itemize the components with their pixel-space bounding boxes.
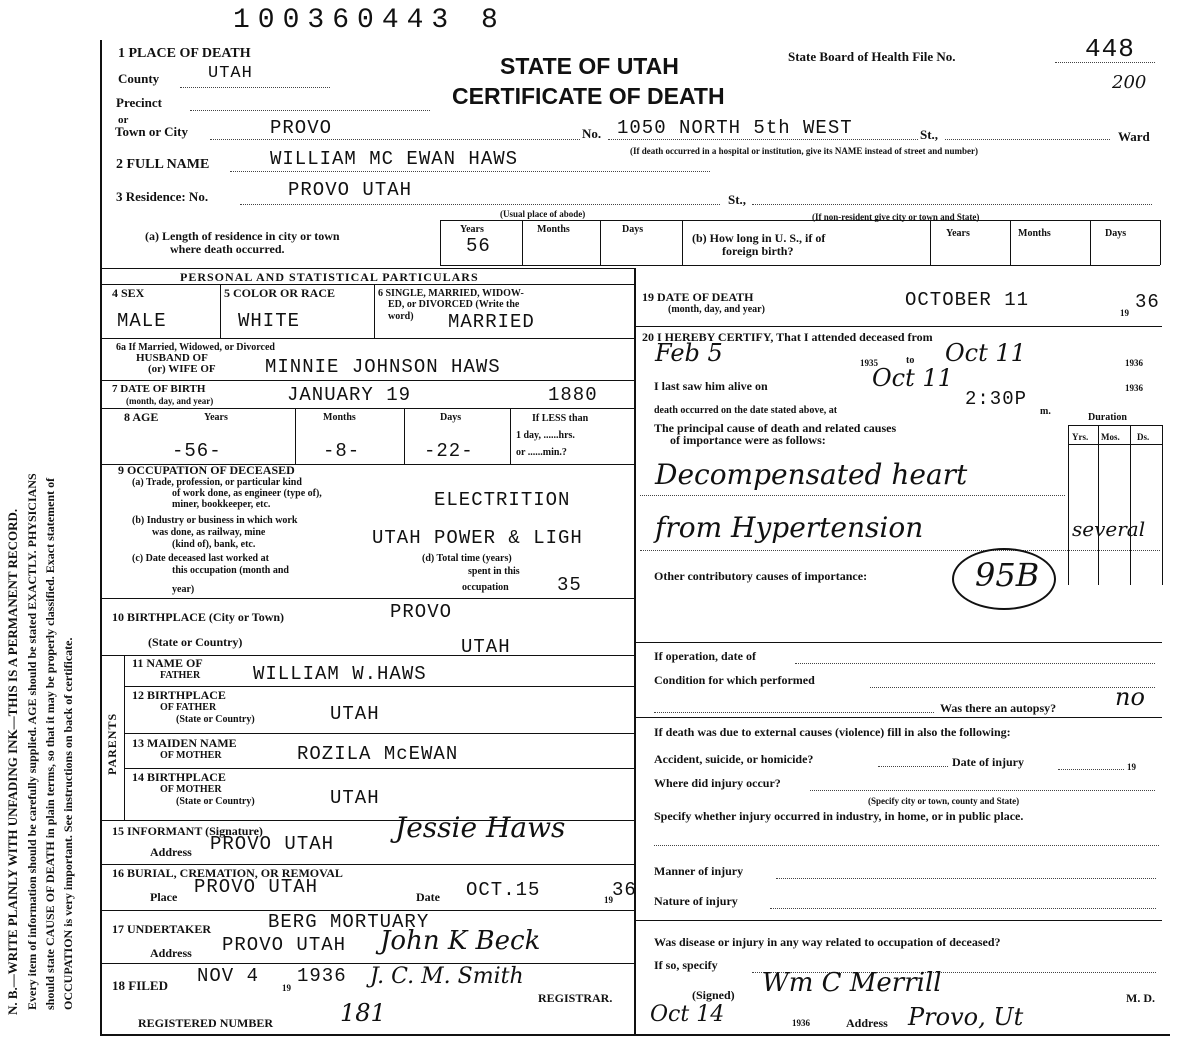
condition-label: Condition for which performed [654,673,815,687]
dod-label-1: 19 DATE OF DEATH [642,290,754,304]
dob-label-1: 7 DATE OF BIRTH [112,383,206,395]
father-value: WILLIAM W.HAWS [253,663,427,685]
serial-number: 100360443 8 [233,5,506,36]
us-label-1: (b) How long in U. S., if of [692,231,826,245]
mother-value: ROZILA McEWAN [297,743,459,765]
informant-address: PROVO UTAH [210,833,335,855]
length-label-2: where death occurred. [170,242,285,256]
burial-date: OCT.15 [466,879,541,901]
sidebar-line-1: N. B.—WRITE PLAINLY WITH UNFADING INK—THIS IS A PERMANENT RECORD. [5,508,20,1015]
length-label-1: (a) Length of residence in city or town [145,229,340,243]
dob-month-day: JANUARY 19 [287,384,412,406]
place-of-death-label: 1 PLACE OF DEATH [118,46,251,61]
birthplace-state: UTAH [461,636,511,658]
nonresident-label: (If non-resident give city or town and State) [812,212,980,222]
residence-label: 3 Residence: No. [116,189,209,204]
marital-value: MARRIED [448,311,535,333]
occ-years-value: 35 [557,574,582,596]
mother-bp-2: OF MOTHER [160,784,222,795]
dob-label-2: (month, day, and year) [126,396,214,406]
industry-value: UTAH POWER & LIGH [372,527,583,549]
occurred-label: death occurred on the date stated above, at [654,405,838,416]
related-label: Was disease or injury in any way related to occupation of deceased? [654,935,1001,949]
reg-number-label: REGISTERED NUMBER [138,1016,274,1030]
street-value: 1050 NORTH 5th WEST [617,117,853,139]
where-label: Where did injury occur? [654,776,781,790]
mother-bp-3: (State or Country) [176,796,255,807]
res-months-label: Months [537,224,570,235]
sex-value: MALE [117,310,167,332]
ds-label: Ds. [1137,432,1150,442]
dob-year: 1880 [548,384,598,406]
occ-a-3: miner, bookkeeper, etc. [172,499,271,510]
birthplace-city: PROVO [390,601,453,623]
occ-b-3: (kind of), bank, etc. [172,539,256,550]
industry-injury-label: Specify whether injury occurred in industry, in home, or in public place. [654,809,1024,823]
informant-address-label: Address [150,845,192,859]
burial-place: PROVO UTAH [194,876,319,898]
last-saw: Oct 11 [872,364,953,392]
spouse-label-2: HUSBAND OF [136,352,208,364]
physician-address: Provo, Ut [908,1003,1024,1031]
autopsy-label: Was there an autopsy? [940,701,1057,715]
res-years-label: Years [460,224,484,235]
sex-label: 4 SEX [112,286,145,300]
frame-bottom [100,1034,1170,1036]
occ-c-1: (c) Date deceased last worked at [132,553,269,564]
mos-label: Mos. [1101,432,1120,442]
frame-left [100,40,102,1035]
age-years-value: -56- [172,440,222,462]
hospital-note: (If death occurred in a hospital or institution, give its NAME instead of street and number) [630,146,979,156]
occ-c-2: this occupation (month and [172,565,289,576]
spouse-label-3: (or) WIFE OF [148,363,216,375]
autopsy-value: no [1115,683,1145,711]
dod-year: 36 [1135,291,1160,313]
file-no-label: State Board of Health File No. [788,49,956,64]
sign-year: 1936 [792,1018,810,1028]
undertaker-address: PROVO UTAH [222,934,347,956]
or-label: or [118,114,129,126]
nature-label: Nature of injury [654,894,738,908]
informant-label: 15 INFORMANT (Signature) [112,824,263,838]
certify-label: 20 I HEREBY CERTIFY, That I attended deceased from [642,330,933,344]
occ-a-1: (a) Trade, profession, or particular kind [132,477,302,488]
sign-date: Oct 14 [650,1002,725,1027]
age-months-value: -8- [323,440,361,462]
mother-label-2: OF MOTHER [160,750,222,761]
spouse-value: MINNIE JOHNSON HAWS [265,356,501,378]
father-label-1: 11 NAME OF [132,656,203,670]
us-months-label: Months [1018,228,1051,239]
principal-2: of importance were as follows: [670,433,826,447]
m-label: m. [1040,406,1051,417]
file-no: 448 [1085,34,1135,64]
usual-abode-label: (Usual place of abode) [500,209,586,219]
time-value: 2:30P [965,388,1028,410]
occ-label: 9 OCCUPATION OF DECEASED [118,463,295,477]
md-label: M. D. [1126,991,1155,1005]
occ-d-3: occupation [462,582,509,593]
spouse-label-1: 6a If Married, Widowed, or Divorced [116,342,275,353]
filed-year: 1936 [297,965,347,987]
external-label: If death was due to external causes (violence) fill in also the following: [654,725,1011,739]
last-saw-year: 1936 [1125,383,1143,393]
principal-1: The principal cause of death and related causes [654,421,897,435]
attend-to: Oct 11 [945,339,1026,367]
occ-d-1: (d) Total time (years) [422,553,512,564]
dod-value: OCTOBER 11 [905,289,1030,311]
us-label-2: foreign birth? [722,244,794,258]
residence-value: PROVO UTAH [288,179,413,201]
sidebar-line-4: OCCUPATION is very important. See instructions on back of certificate. [61,637,75,1010]
birthplace-state-label: (State or Country) [148,635,243,649]
county-value: UTAH [208,64,253,83]
mother-label-1: 13 MAIDEN NAME [132,736,237,750]
registrar-label: REGISTRAR. [538,991,613,1005]
state-title: STATE OF UTAH [500,53,679,79]
occ-c-3: year) [172,584,195,595]
cause-1: Decompensated heart [655,458,968,491]
age-months-label: Months [323,412,356,423]
informant-signature: Jessie Haws [395,811,566,844]
yrs-label: Yrs. [1072,432,1089,442]
res-days-label: Days [622,224,644,235]
undertaker-address-label: Address [150,946,192,960]
age-days-label: Days [440,412,462,423]
burial-year-prefix: 19 [604,895,613,905]
marital-label-1: 6 SINGLE, MARRIED, WIDOW- [378,288,524,299]
filed-label: 18 FILED [112,978,168,993]
physician-address-label: Address [846,1016,888,1030]
less-label-2: 1 day, ......hrs. [516,430,575,441]
town-value: PROVO [270,117,333,139]
injury-year-prefix: 19 [1127,762,1136,772]
father-bp-1: 12 BIRTHPLACE [132,688,226,702]
personal-section-title: PERSONAL AND STATISTICAL PARTICULARS [180,270,479,284]
undertaker-label: 17 UNDERTAKER [112,922,212,936]
less-label-1: If LESS than [532,413,589,424]
undertaker-value: BERG MORTUARY [268,911,430,933]
burial-place-label: Place [150,890,178,904]
registrar-signature: J. C. M. Smith [370,964,524,989]
contrib-label: Other contributory causes of importance: [654,569,868,583]
attend-to-year: 1936 [1125,358,1143,368]
marital-label-2: ED, or DIVORCED (Write the [388,299,520,310]
burial-date-label: Date [416,890,440,904]
occ-b-2: was done, as railway, mine [152,527,266,538]
precinct-label: Precinct [116,95,162,110]
specify-city-label: (Specify city or town, county and State) [868,796,1020,806]
age-label: 8 AGE [124,410,159,424]
occ-b-1: (b) Industry or business in which work [132,515,298,526]
parents-label: PARENTS [105,712,119,775]
birthplace-label: 10 BIRTHPLACE (City or Town) [112,610,285,624]
father-bp-2: OF FATHER [160,702,217,713]
cert-title: CERTIFICATE OF DEATH [452,83,725,109]
attend-from: Feb 5 [655,339,723,367]
burial-label: 16 BURIAL, CREMATION, OR REMOVAL [112,866,343,880]
injury-date-label: Date of injury [952,755,1024,769]
if-so-label: If so, specify [654,958,718,972]
file-no-sub: 200 [1112,72,1147,93]
father-label-2: FATHER [160,670,201,681]
manner-label: Manner of injury [654,864,744,878]
operation-label: If operation, date of [654,649,756,663]
filed-year-prefix: 19 [282,983,291,993]
county-label: County [118,71,160,86]
us-years-label: Years [946,228,970,239]
full-name-label: 2 FULL NAME [116,157,210,172]
less-label-3: or ......min.? [516,447,567,458]
burial-year: 36 [612,879,637,901]
res-years-value: 56 [466,235,491,257]
to-label: to [906,355,915,366]
occ-a-2: of work done, as engineer (type of), [172,488,322,499]
code-value: 95B [975,556,1040,594]
age-days-value: -22- [424,440,474,462]
last-saw-label: I last saw him alive on [654,379,768,393]
ward-label: Ward [1118,129,1150,144]
physician-signature: Wm C Merrill [762,968,942,998]
dod-year-prefix: 19 [1120,308,1129,318]
sidebar-line-2: Every item of information should be carefully supplied. AGE should be stated EXACTLY. PHYSICIANS [25,473,39,1010]
street-st-label: St., [920,127,939,142]
cause-2: from Hypertension [655,511,924,544]
duration-label: Duration [1088,412,1127,423]
undertaker-signature: John K Beck [380,926,541,956]
filed-date: NOV 4 [197,965,260,987]
duration-value: several [1072,517,1146,541]
no-label: No. [582,126,602,141]
dod-label-2: (month, day, and year) [668,304,765,315]
reg-number: 181 [340,999,386,1027]
color-value: WHITE [238,310,301,332]
mother-bp-1: 14 BIRTHPLACE [132,770,226,784]
occ-d-2: spent in this [468,566,520,577]
occupation-value: ELECTRITION [434,489,571,511]
us-days-label: Days [1105,228,1127,239]
attend-from-year: 1935 [860,358,878,368]
signed-label: (Signed) [692,988,735,1002]
color-label: 5 COLOR OR RACE [224,286,336,300]
father-bp-3: (State or Country) [176,714,255,725]
father-birthplace: UTAH [330,703,380,725]
marital-label-3: word) [388,311,414,322]
full-name-value: WILLIAM MC EWAN HAWS [270,148,519,170]
age-years-label: Years [204,412,228,423]
accident-label: Accident, suicide, or homicide? [654,752,814,766]
town-label: Town or City [115,124,188,139]
residence-st-label: St., [728,192,747,207]
mother-birthplace: UTAH [330,787,380,809]
sidebar-line-3: should state CAUSE OF DEATH in plain terms, so that it may be properly classified. Exact statement of [43,477,57,1010]
